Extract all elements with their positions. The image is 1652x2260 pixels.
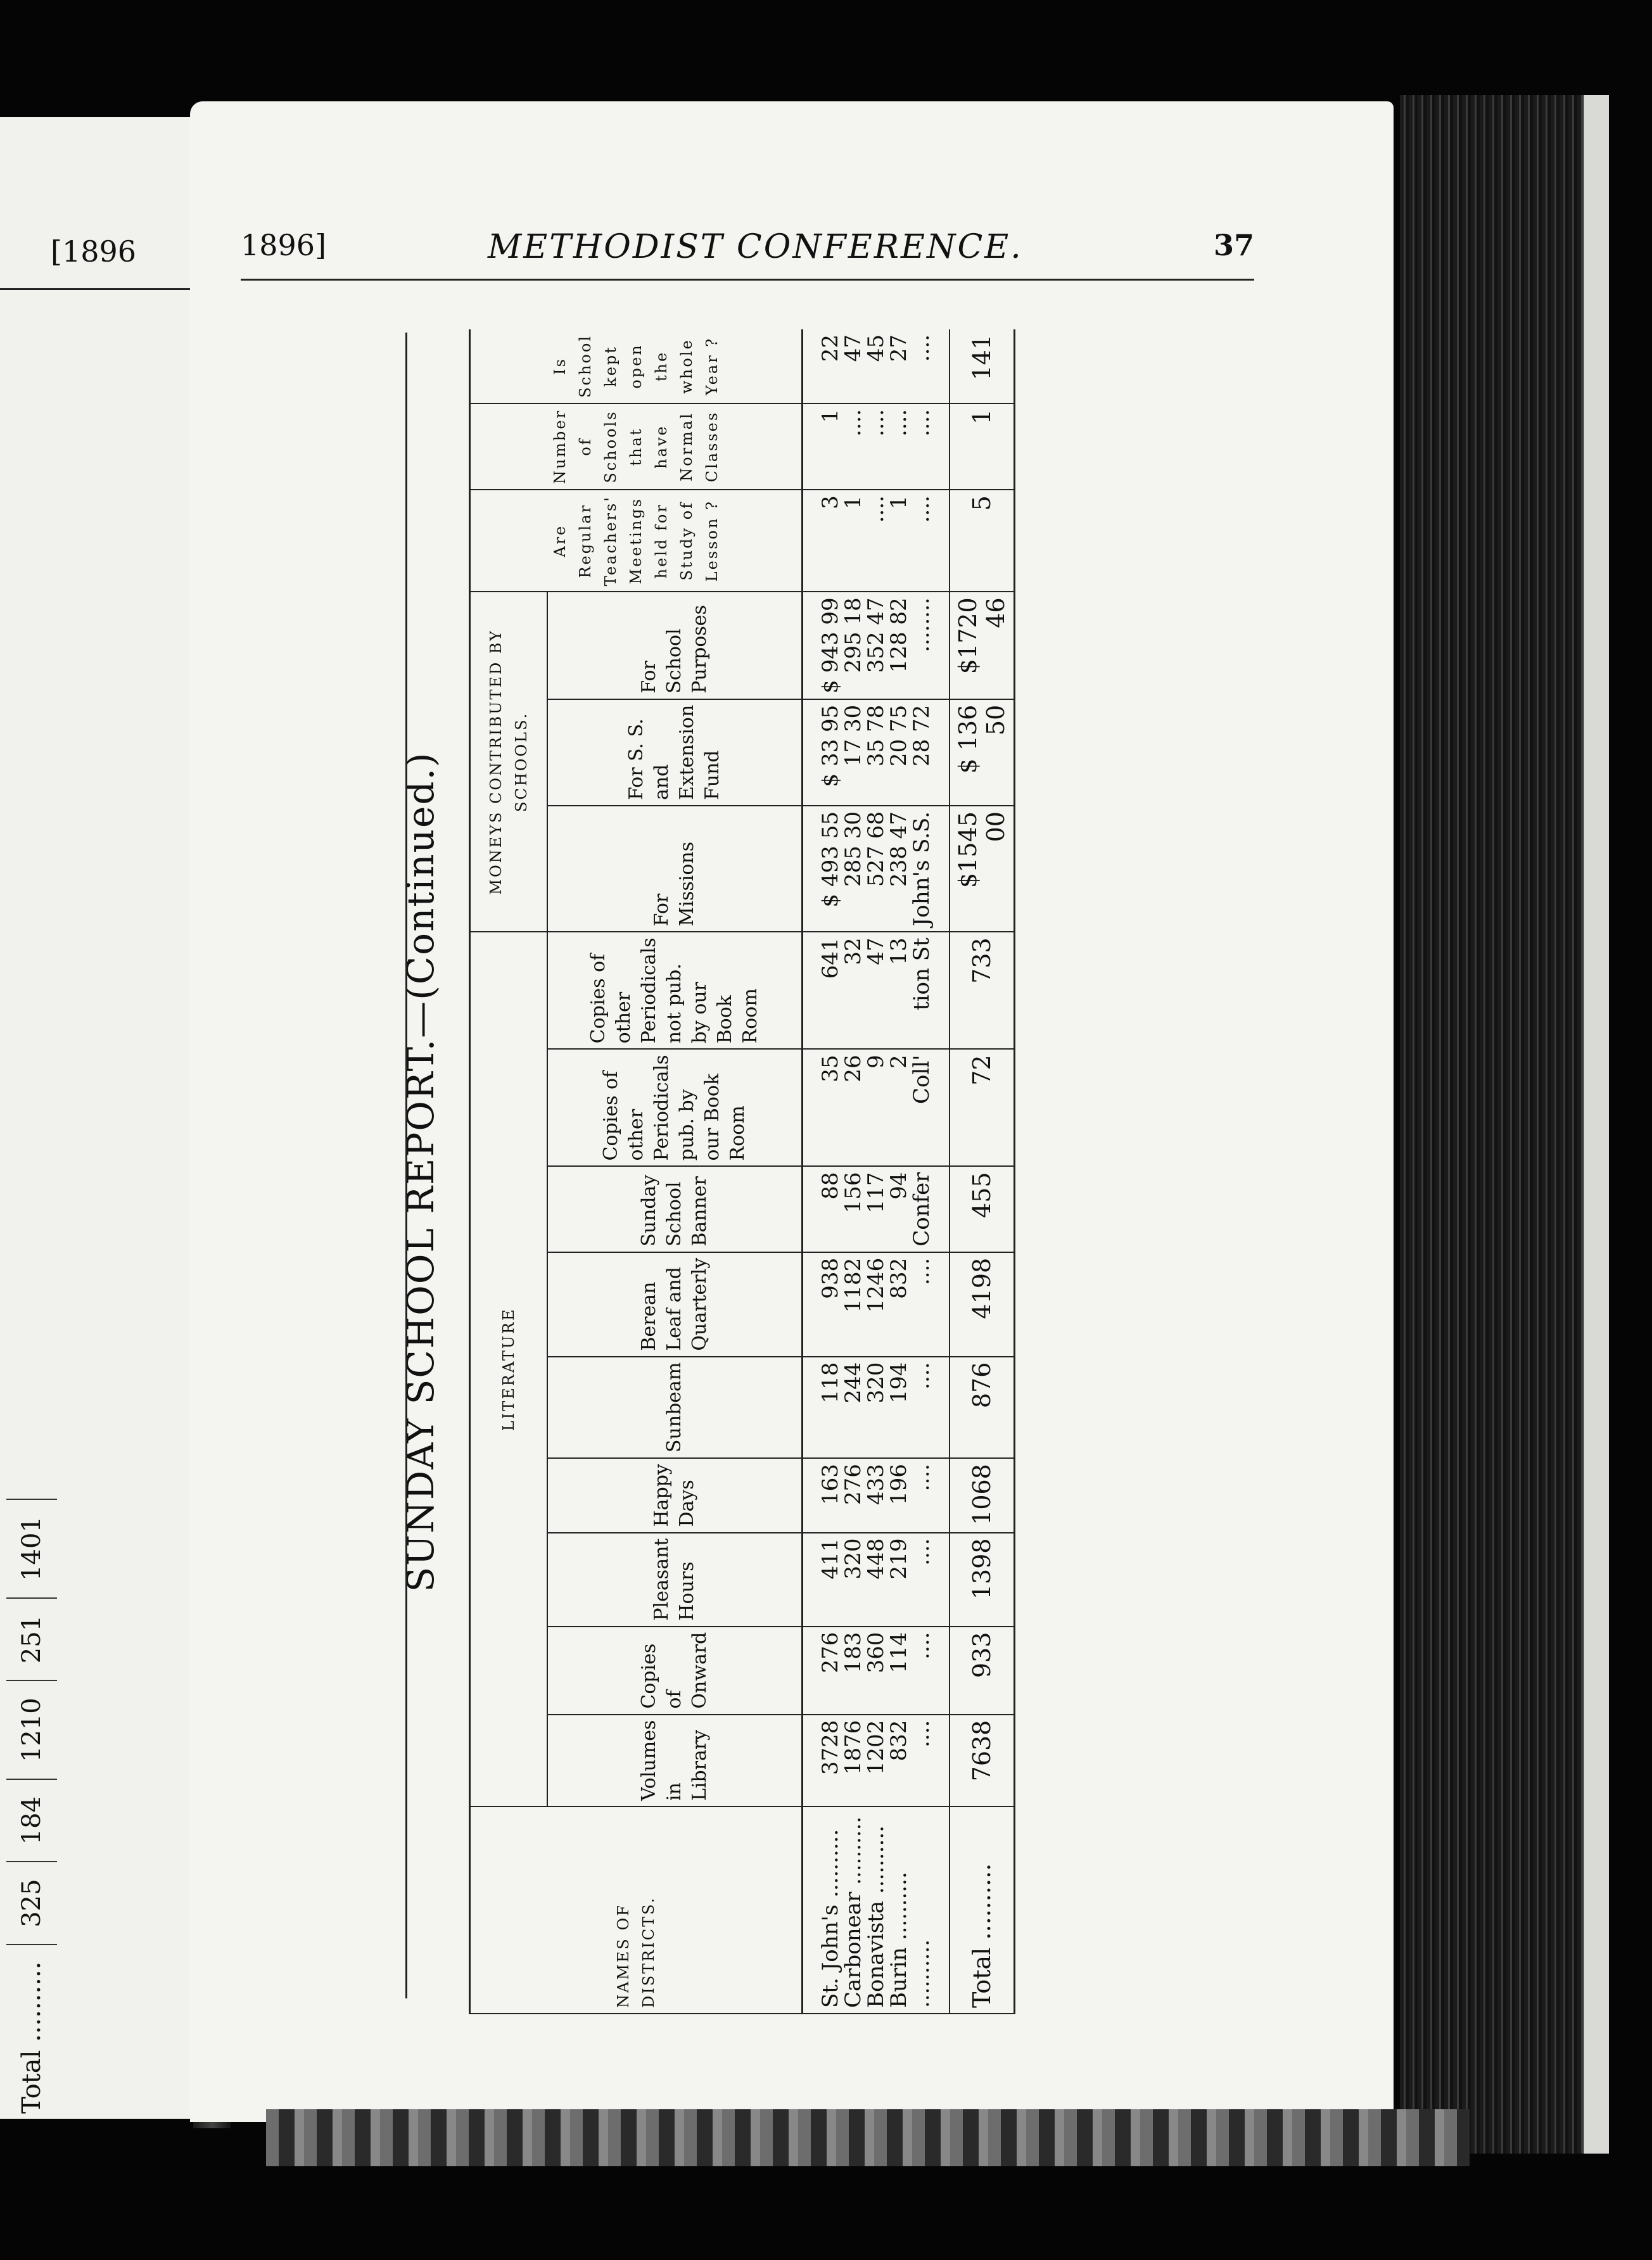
data-column — [803, 490, 950, 592]
table-cell: 94 — [886, 1172, 912, 1200]
district-name: St. John's .......... — [818, 1829, 843, 2008]
table-cell: 22 — [818, 334, 843, 362]
table-cell: 276 — [841, 1464, 866, 1506]
table-cell: 448 — [863, 1538, 889, 1580]
table-cell: .... — [909, 409, 934, 437]
column-header: Happy Days — [547, 1458, 803, 1532]
data-column — [803, 1533, 950, 1627]
running-head — [241, 228, 1254, 272]
table-cell: .... — [909, 1538, 934, 1566]
column-header: Sunbeam — [547, 1357, 803, 1459]
table-cell: 244 — [841, 1362, 866, 1404]
total-row — [950, 329, 1015, 2014]
table-cell: ........ — [909, 597, 934, 652]
table-cell: 433 — [863, 1464, 889, 1506]
table-cell: 1182 — [841, 1257, 866, 1313]
table-cell: 1 — [886, 495, 912, 509]
total-cell: 1 — [950, 403, 1015, 490]
table-cell: $ 493 55 — [818, 811, 843, 908]
table-cell: 194 — [886, 1362, 912, 1404]
total-cell: $ 136 50 — [950, 699, 1015, 806]
table-cell: 295 18 — [841, 597, 866, 673]
total-cell: 733 — [950, 932, 1015, 1049]
total-cell: 933 — [950, 1627, 1015, 1715]
table-cell: 196 — [886, 1464, 912, 1506]
table-cell: 276 — [818, 1632, 843, 1673]
table-cell: .... — [886, 409, 912, 437]
table-cell: 32 — [841, 937, 866, 965]
table-cell: .... — [909, 1632, 934, 1660]
table-cell: 114 — [886, 1632, 912, 1673]
district-name: .......... — [909, 1939, 934, 2008]
table-cell: 320 — [863, 1362, 889, 1404]
table-cell: 163 — [818, 1464, 843, 1506]
table-body — [803, 329, 950, 2014]
left-page — [0, 117, 212, 2119]
header-title: METHODIST CONFERENCE. — [488, 228, 1023, 266]
data-column — [803, 403, 950, 490]
table-cell: .... — [909, 1464, 934, 1492]
total-cell: 1068 — [950, 1458, 1015, 1532]
table-cell: 1 — [818, 409, 843, 423]
table-cell: 1246 — [863, 1257, 889, 1313]
total-cell: 1398 — [950, 1533, 1015, 1627]
total-cell: 455 — [950, 1166, 1015, 1252]
table-cell: 832 — [886, 1257, 912, 1299]
column-header: Volumes in Library — [547, 1715, 803, 1807]
data-column — [803, 1166, 950, 1252]
table-cell: Coll' — [909, 1055, 934, 1104]
table-side-rule — [405, 333, 407, 1998]
page-number: 37 — [1213, 228, 1254, 262]
column-header: Copies of other Periodicals pub. by our Book Room — [547, 1049, 803, 1166]
district-name: Burin .......... — [886, 1872, 912, 2008]
header-year: 1896] — [241, 228, 327, 262]
table-cell: $ 33 95 — [818, 704, 843, 787]
data-column — [803, 1252, 950, 1357]
column-header: For Missions — [547, 806, 803, 932]
data-column — [803, 699, 950, 806]
table-cell: 156 — [841, 1172, 866, 1214]
column-header: Berean Leaf and Quarterly — [547, 1252, 803, 1357]
moneys-group-header: MONEYS CONTRIBUTED BY SCHOOLS. — [470, 592, 548, 932]
table-cell: 1876 — [841, 1720, 866, 1775]
table-cell: .... — [863, 495, 889, 523]
page-edge-light — [1584, 95, 1609, 2154]
table-cell: 527 68 — [863, 811, 889, 887]
district-names — [803, 1806, 950, 2014]
table-cell: 352 47 — [863, 597, 889, 673]
table-cell: 1202 — [863, 1720, 889, 1775]
data-column — [803, 806, 950, 932]
left-page-total-row — [6, 865, 133, 2119]
column-header: Number of Schools that have Normal Classes — [470, 403, 803, 490]
district-name: Bonavista .......... — [863, 1825, 889, 2008]
data-column — [803, 932, 950, 1049]
column-header: Sunday School Banner — [547, 1166, 803, 1252]
table-cell: 832 — [886, 1720, 912, 1762]
table-cell: 9 — [863, 1055, 889, 1069]
data-column — [803, 1627, 950, 1715]
report-table — [469, 329, 1015, 2014]
table-cell: 938 — [818, 1257, 843, 1299]
table-cell: .... — [863, 409, 889, 437]
table-cell: 13 — [886, 937, 912, 965]
data-column — [803, 592, 950, 699]
data-column — [803, 1049, 950, 1166]
table-cell: .... — [909, 1257, 934, 1286]
column-header: Pleasant Hours — [547, 1533, 803, 1627]
district-rows — [803, 329, 950, 2014]
table-cell: $ 943 99 — [818, 597, 843, 694]
table-cell: 17 30 — [841, 704, 866, 767]
left-total-label: Total .......... — [6, 1944, 57, 2119]
table-cell: 320 — [841, 1538, 866, 1580]
table-cell: 88 — [818, 1172, 843, 1200]
left-total-cell: 1401 — [6, 1499, 57, 1597]
table-cell: 3728 — [818, 1720, 843, 1775]
column-header: For School Purposes — [547, 592, 803, 699]
column-header: Copies of other Periodicals not pub. by our Book Room — [547, 932, 803, 1049]
left-page-year: [1896 — [51, 234, 137, 269]
table-cell: .... — [909, 1362, 934, 1390]
bottom-edge — [266, 2109, 1470, 2166]
table-cell: 117 — [863, 1172, 889, 1214]
total-label: Total .......... — [950, 1806, 1015, 2014]
left-total-cell: 1210 — [6, 1680, 57, 1779]
left-total-cell: 325 — [6, 1861, 57, 1943]
left-page-rule — [0, 288, 193, 290]
table-cell: 118 — [818, 1362, 843, 1404]
header-rule — [241, 279, 1254, 281]
left-total-cell: 184 — [6, 1779, 57, 1861]
left-total-cell: 251 — [6, 1597, 57, 1680]
table-cell: .... — [909, 334, 934, 362]
total-cell: 4198 — [950, 1252, 1015, 1357]
total-cell: 5 — [950, 490, 1015, 592]
column-header: Is School kept open the whole Year ? — [470, 329, 803, 403]
total-cell: 72 — [950, 1049, 1015, 1166]
district-name: Carbonear .......... — [841, 1816, 866, 2008]
report-title: SUNDAY SCHOOL REPORT.—(Continued.) — [399, 751, 442, 1592]
table-cell: 411 — [818, 1538, 843, 1580]
data-column — [803, 1715, 950, 1807]
table-cell: 45 — [863, 334, 889, 362]
table-cell: 28 72 — [909, 704, 934, 767]
table-cell: 3 — [818, 495, 843, 509]
rotated-report — [374, 329, 1102, 2014]
data-column — [803, 1357, 950, 1459]
table-cell: tion St — [909, 937, 934, 1010]
table-cell: 2 — [886, 1055, 912, 1069]
table-cell: 285 30 — [841, 811, 866, 887]
column-header: Copies of Onward — [547, 1627, 803, 1715]
column-header: Are Regular Teachers' Meetings held for Study of Lesson ? — [470, 490, 803, 592]
table-cell: 238 47 — [886, 811, 912, 887]
table-cell: 128 82 — [886, 597, 912, 673]
column-header: For S. S. and Extension Fund — [547, 699, 803, 806]
table-cell: 47 — [841, 334, 866, 362]
table-cell: 35 — [818, 1055, 843, 1082]
literature-group-header: LITERATURE — [470, 932, 548, 1806]
table-cell: .... — [909, 495, 934, 523]
table-cell: 20 75 — [886, 704, 912, 767]
table-cell: .... — [841, 409, 866, 437]
table-cell: 183 — [841, 1632, 866, 1673]
table-cell: 219 — [886, 1538, 912, 1580]
table-cell: Confer — [909, 1172, 934, 1247]
table-cell: John's S.S. — [909, 811, 934, 927]
table-cell: 1 — [841, 495, 866, 509]
table-cell: 47 — [863, 937, 889, 965]
total-cell: 876 — [950, 1357, 1015, 1459]
table-cell: 360 — [863, 1632, 889, 1673]
district-header: NAMES OF DISTRICTS. — [470, 1806, 803, 2014]
table-cell: 641 — [818, 937, 843, 979]
table-cell: 35 78 — [863, 704, 889, 767]
table-cell: 27 — [886, 334, 912, 362]
total-cell: $1545 00 — [950, 806, 1015, 932]
page-edges — [1400, 95, 1584, 2154]
table-cell: .... — [909, 1720, 934, 1748]
total-cell: 141 — [950, 329, 1015, 403]
data-column — [803, 1458, 950, 1532]
table-cell: 26 — [841, 1055, 866, 1082]
data-column — [803, 329, 950, 403]
total-cell: $1720 46 — [950, 592, 1015, 699]
total-cell: 7638 — [950, 1715, 1015, 1807]
